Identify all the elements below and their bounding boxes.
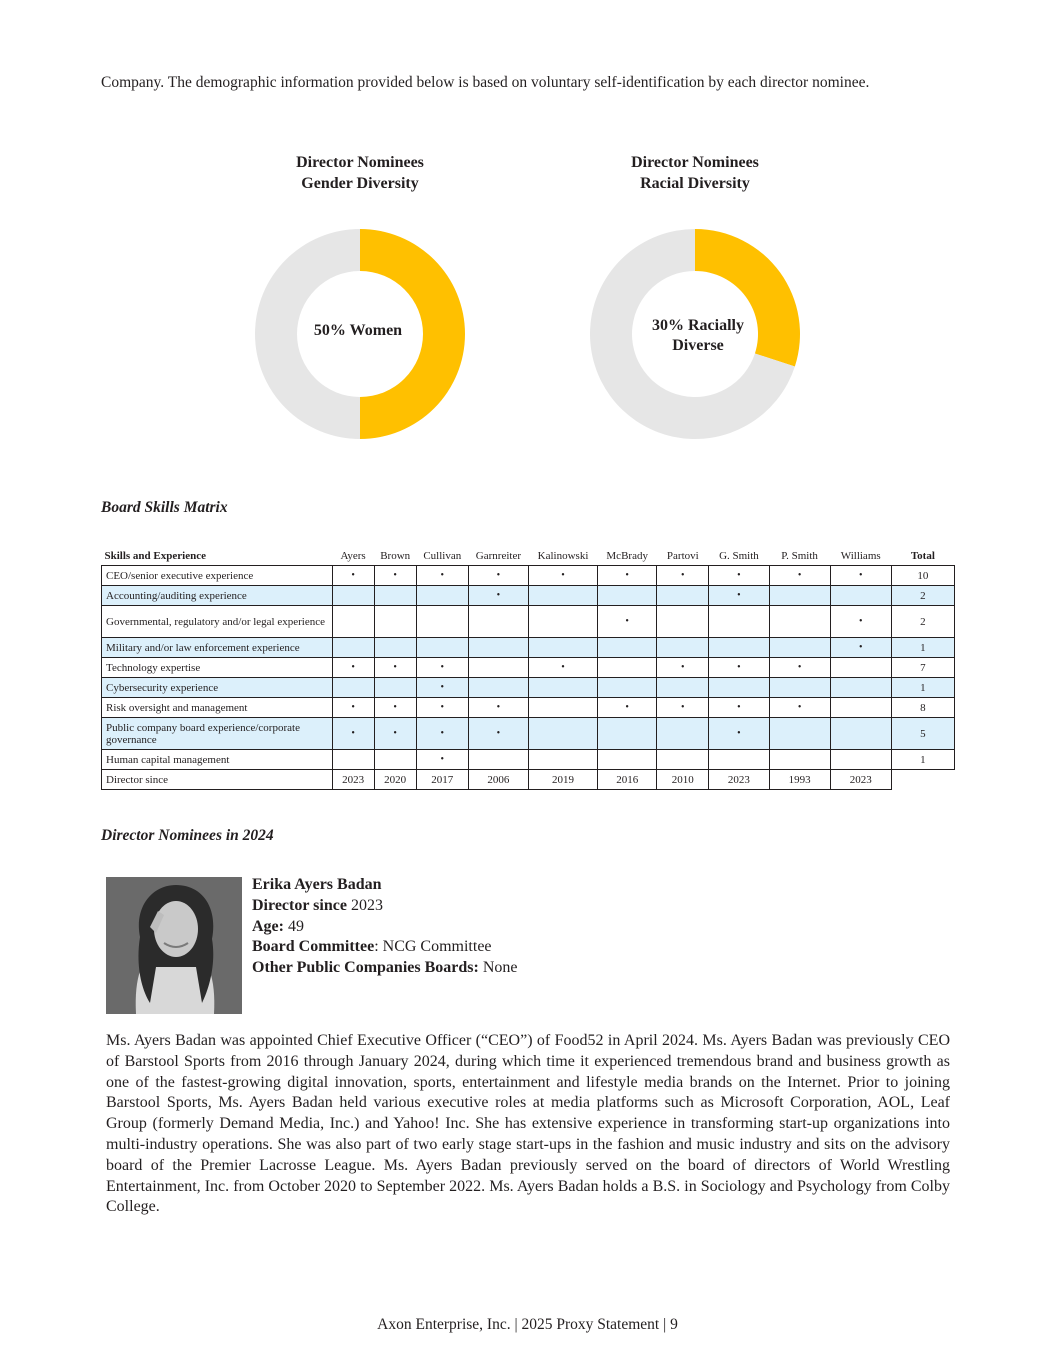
skill-label: Accounting/auditing experience [102,586,333,606]
gender-chart-title-line2: Gender Diversity [301,175,419,192]
skill-label: Human capital management [102,750,333,770]
skill-dot: • [830,638,891,658]
skills-matrix-row [102,678,955,698]
matrix-cell: 2006 [468,770,528,790]
skill-total: 7 [891,658,954,678]
matrix-cell [374,606,416,638]
matrix-cell [657,678,709,698]
skill-dot: • [657,658,709,678]
matrix-cell [416,586,468,606]
matrix-cell [830,658,891,678]
skill-dot: • [528,566,597,586]
matrix-cell [657,638,709,658]
matrix-cell [468,606,528,638]
skill-total: 2 [891,586,954,606]
matrix-cell [769,586,830,606]
skill-dot: • [598,566,657,586]
column-header-skills: Skills and Experience [104,549,206,562]
skill-dot: • [598,606,657,638]
skill-dot: • [830,566,891,586]
intro-paragraph: Company. The demographic information provided below is based on voluntary self-identification by each director nominee. [101,74,870,91]
matrix-cell [598,718,657,750]
matrix-cell [528,750,597,770]
matrix-cell [830,750,891,770]
skill-dot: • [769,658,830,678]
skill-dot: • [416,750,468,770]
committee-value: : NCG Committee [374,938,492,956]
skill-label: Governmental, regulatory and/or legal experience [102,606,333,638]
matrix-cell [657,606,709,638]
matrix-cell: 2016 [598,770,657,790]
column-header-mcbrady: McBrady [606,549,648,562]
skill-dot: • [332,658,374,678]
matrix-cell [769,606,830,638]
matrix-cell [528,698,597,718]
skill-dot: • [416,658,468,678]
skills-matrix-heading: Board Skills Matrix [101,499,228,516]
nominee-biography: Ms. Ayers Badan was appointed Chief Executive Officer (“CEO”) of Food52 in April 2024. Ms. Ayers Badan was previously CEO of Barstool Sports from 2016 through January 2024, during which time it experienced tremendous brand and business growth as one of the fastest-growing digital innovation, sports, entertainment and lifestyle media brands on the Internet. Prior to joining Barstool Sports, Ms. Ayers Badan held various executive roles at media platforms such as Microsoft Corporation, AOL, Leaf Group (formerly Demand Media, Inc.) and Yahoo! Inc. She has extensive experience in transforming start-up organizations into multi-industry operations. She was also part of two early stage start-ups in the fashion and music industry and sits on the advisory board of the Premier Lacrosse League. Ms. Ayers Badan previously served on the board of directors of World Wrestling Entertainment, Inc. from October 2020 to September 2022. Ms. Ayers Badan holds a B.S. in Sociology and Psychology from Colby College. [106,1032,950,1216]
skills-matrix-row [102,606,955,638]
matrix-cell [416,606,468,638]
matrix-cell [332,750,374,770]
skills-matrix-row [102,698,955,718]
matrix-cell [528,638,597,658]
skill-label: Risk oversight and management [102,698,333,718]
matrix-cell [528,678,597,698]
committee-label: Board Committee [252,938,375,956]
matrix-cell [657,718,709,750]
column-header-g-smith: G. Smith [719,549,759,562]
matrix-cell [528,586,597,606]
column-header-total: Total [910,549,935,562]
matrix-cell [598,658,657,678]
matrix-cell: 2017 [416,770,468,790]
matrix-cell [830,698,891,718]
skills-matrix-table [101,546,955,790]
matrix-cell [830,718,891,750]
matrix-cell [528,718,597,750]
matrix-cell [598,750,657,770]
skill-dot: • [374,566,416,586]
column-header-brown: Brown [380,549,411,562]
matrix-cell [332,678,374,698]
skills-matrix-row [102,638,955,658]
matrix-cell [769,718,830,750]
matrix-cell: 2020 [374,770,416,790]
matrix-cell [769,638,830,658]
skill-dot: • [332,698,374,718]
director-since-value: 2023 [350,896,383,914]
matrix-cell [769,678,830,698]
skill-dot: • [709,718,769,750]
nominees-heading: Director Nominees in 2024 [101,827,274,844]
skill-total: 1 [891,638,954,658]
skills-matrix-row [102,718,955,750]
racial-chart-title-line2: Racial Diversity [640,175,750,192]
skill-dot: • [416,678,468,698]
director-since-label: Director since [252,896,347,914]
portrait-image [106,877,242,1014]
column-header-williams: Williams [840,549,881,562]
matrix-cell [598,586,657,606]
skill-total [891,770,954,790]
racial-center-label [628,316,768,356]
skill-label: Director since [102,770,333,790]
skill-dot: • [528,658,597,678]
column-header-garnreiter: Garnreiter [475,549,521,562]
matrix-cell [468,750,528,770]
matrix-cell [416,638,468,658]
skill-dot: • [709,586,769,606]
skill-dot: • [416,566,468,586]
matrix-cell [830,678,891,698]
matrix-cell: 2023 [709,770,769,790]
matrix-cell [332,606,374,638]
matrix-cell: 2023 [830,770,891,790]
nominee-details [252,875,517,979]
other-boards-value: None [482,959,518,977]
skill-dot: • [468,718,528,750]
skill-total: 2 [891,606,954,638]
matrix-cell [598,638,657,658]
racial-center-label-line2: Diverse [672,337,724,354]
skill-label: Military and/or law enforcement experience [102,638,333,658]
skills-matrix-header-row [102,546,955,566]
skill-total: 1 [891,678,954,698]
age-value: 49 [287,917,304,935]
skill-label: Public company board experience/corporate governance [102,718,333,750]
skill-dot: • [374,658,416,678]
matrix-cell [468,638,528,658]
matrix-cell [374,586,416,606]
skills-matrix-row [102,750,955,770]
matrix-cell [709,606,769,638]
matrix-cell [332,586,374,606]
column-header-kalinowski: Kalinowski [537,549,589,562]
gender-center-label: 50% Women [313,322,403,339]
skills-matrix-row [102,566,955,586]
skill-dot: • [468,566,528,586]
matrix-cell [374,678,416,698]
skills-matrix-row [102,658,955,678]
column-header-partovi: Partovi [666,549,699,562]
matrix-cell [374,638,416,658]
skill-dot: • [657,698,709,718]
matrix-cell [657,586,709,606]
skill-dot: • [468,698,528,718]
matrix-cell: 2010 [657,770,709,790]
skill-total: 8 [891,698,954,718]
matrix-cell [709,750,769,770]
column-header-ayers: Ayers [340,549,366,562]
skill-dot: • [769,566,830,586]
skills-matrix-row [102,586,955,606]
column-header-cullivan: Cullivan [423,549,462,562]
skill-dot: • [332,566,374,586]
column-header-p-smith: P. Smith [781,549,818,562]
skills-matrix-row [102,770,955,790]
skill-dot: • [374,718,416,750]
skill-dot: • [598,698,657,718]
skill-label: Cybersecurity experience [102,678,333,698]
matrix-cell [769,750,830,770]
matrix-cell: 1993 [769,770,830,790]
matrix-cell [598,678,657,698]
skill-total: 5 [891,718,954,750]
skill-total: 10 [891,566,954,586]
racial-center-label-line1: 30% Racially [652,317,744,334]
skill-dot: • [709,658,769,678]
gender-chart-title-line1: Director Nominees [296,154,424,171]
skill-dot: • [332,718,374,750]
matrix-cell: 2023 [332,770,374,790]
racial-chart-title [565,152,825,194]
page-footer: Axon Enterprise, Inc. | 2025 Proxy Statement | 9 [377,1316,678,1333]
gender-chart-title [230,152,490,194]
matrix-cell [468,678,528,698]
nominee-photo [106,877,242,1014]
skill-dot: • [709,566,769,586]
skill-dot: • [830,606,891,638]
skill-dot: • [416,718,468,750]
matrix-cell [709,638,769,658]
skill-label: Technology expertise [102,658,333,678]
skill-dot: • [374,698,416,718]
skill-dot: • [468,586,528,606]
matrix-cell [830,586,891,606]
other-boards-label: Other Public Companies Boards: [252,959,479,977]
matrix-cell [657,750,709,770]
skill-label: CEO/senior executive experience [102,566,333,586]
matrix-cell [332,638,374,658]
skill-dot: • [709,698,769,718]
skill-total: 1 [891,750,954,770]
skill-dot: • [416,698,468,718]
matrix-cell: 2019 [528,770,597,790]
matrix-cell [709,678,769,698]
age-label: Age: [252,917,284,935]
skill-dot: • [769,698,830,718]
nominee-name: Erika Ayers Badan [252,876,382,893]
matrix-cell [468,658,528,678]
racial-chart-title-line1: Director Nominees [631,154,759,171]
skill-dot: • [657,566,709,586]
matrix-cell [528,606,597,638]
matrix-cell [374,750,416,770]
